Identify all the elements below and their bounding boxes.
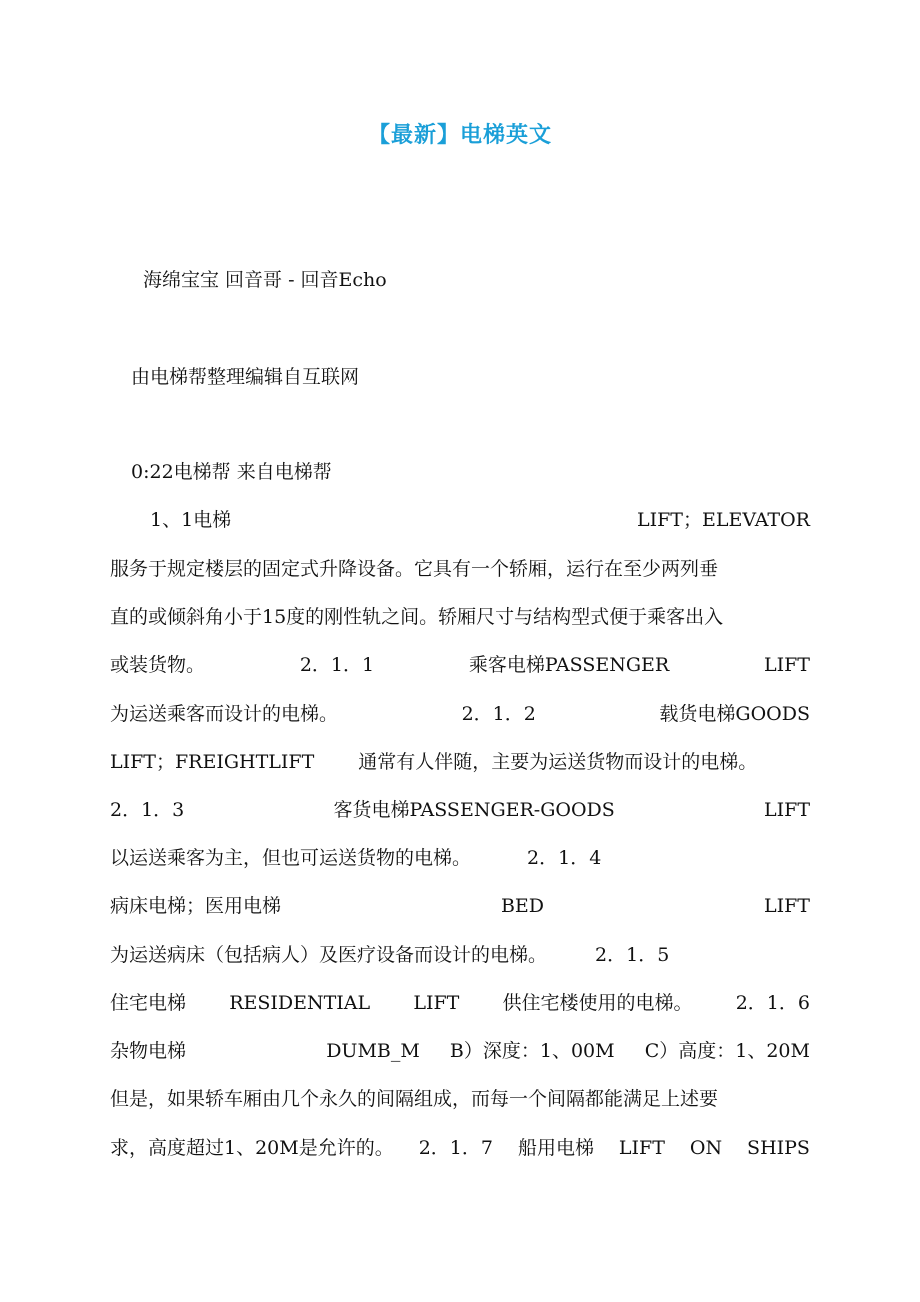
text-line-7 <box>110 796 810 824</box>
term-english: ON <box>689 1137 723 1159</box>
document-title: 【最新】电梯英文 <box>367 123 552 148</box>
term-english: LIFT；ELEVATOR <box>636 509 810 531</box>
term-english: RESIDENTIAL <box>229 992 371 1014</box>
section-number: 2．1．1 <box>299 654 375 676</box>
text-segment: 或装货物。 <box>110 654 206 676</box>
text-segment: 为运送病床（包括病人）及医疗设备而设计的电梯。 <box>110 944 548 966</box>
section-number: 2．1．6 <box>735 992 810 1014</box>
text-line-11 <box>110 989 810 1017</box>
time-source-line: 0:22电梯帮 来自电梯帮 <box>131 461 332 483</box>
term: 客货电梯PASSENGER-GOODS <box>333 799 615 821</box>
text-line-6 <box>110 748 757 776</box>
term-english: LIFT <box>618 1137 665 1159</box>
text-line-1 <box>150 506 810 534</box>
term: 病床电梯；医用电梯 <box>110 895 282 917</box>
author-line: 海绵宝宝 回音哥 - 回音Echo <box>143 269 387 291</box>
section-number: 2．1．5 <box>595 944 670 966</box>
term: 乘客电梯PASSENGER <box>468 654 670 676</box>
text-segment: 为运送乘客而设计的电梯。 <box>110 703 339 725</box>
term: 船用电梯 <box>517 1137 594 1159</box>
text-segment: 求，高度超过1、20M是允许的。 <box>110 1137 394 1159</box>
term-english: LIFT <box>763 654 810 676</box>
term: 杂物电梯 <box>110 1040 187 1062</box>
term-english: LIFT <box>413 992 460 1014</box>
term-english: LIFT；FREIGHTLIFT <box>110 751 315 773</box>
text-line-12 <box>110 1037 810 1065</box>
text-line-5 <box>110 700 810 728</box>
section-number: 2．1．2 <box>461 703 536 725</box>
term-english: LIFT <box>764 799 810 821</box>
text-line-14 <box>110 1134 810 1162</box>
term-english: LIFT <box>764 895 810 917</box>
text-segment: B）深度：1、00M <box>449 1040 615 1062</box>
term-english: SHIPS <box>747 1137 810 1159</box>
source-line: 由电梯帮整理编辑自互联网 <box>131 366 360 388</box>
term-english: BED <box>500 895 545 917</box>
text-line-10 <box>110 941 669 969</box>
section-number: 2．1．7 <box>418 1137 493 1159</box>
term: 载货电梯GOODS <box>659 703 810 725</box>
section-number: 2．1．3 <box>110 799 185 821</box>
term-number: 1、1电梯 <box>150 509 232 531</box>
text-line-9 <box>110 892 810 920</box>
term-english: DUMB_M <box>326 1040 420 1062</box>
text-segment: C）高度：1、20M <box>644 1040 810 1062</box>
term: 住宅电梯 <box>110 992 187 1014</box>
text-line-13: 但是，如果轿车厢由几个永久的间隔组成，而每一个间隔都能满足上述要 <box>110 1088 719 1110</box>
text-segment: 以运送乘客为主，但也可运送货物的电梯。 <box>110 847 472 869</box>
text-line-3: 直的或倾斜角小于15度的刚性轨之间。轿厢尺寸与结构型式便于乘客出入 <box>110 606 724 628</box>
text-line-2: 服务于规定楼层的固定式升降设备。它具有一个轿厢，运行在至少两列垂 <box>110 558 719 580</box>
text-line-8 <box>110 844 601 872</box>
text-line-4 <box>110 651 810 679</box>
section-number: 2．1．4 <box>527 847 602 869</box>
text-segment: 通常有人伴随，主要为运送货物而设计的电梯。 <box>358 751 758 773</box>
text-segment: 供住宅楼使用的电梯。 <box>502 992 693 1014</box>
